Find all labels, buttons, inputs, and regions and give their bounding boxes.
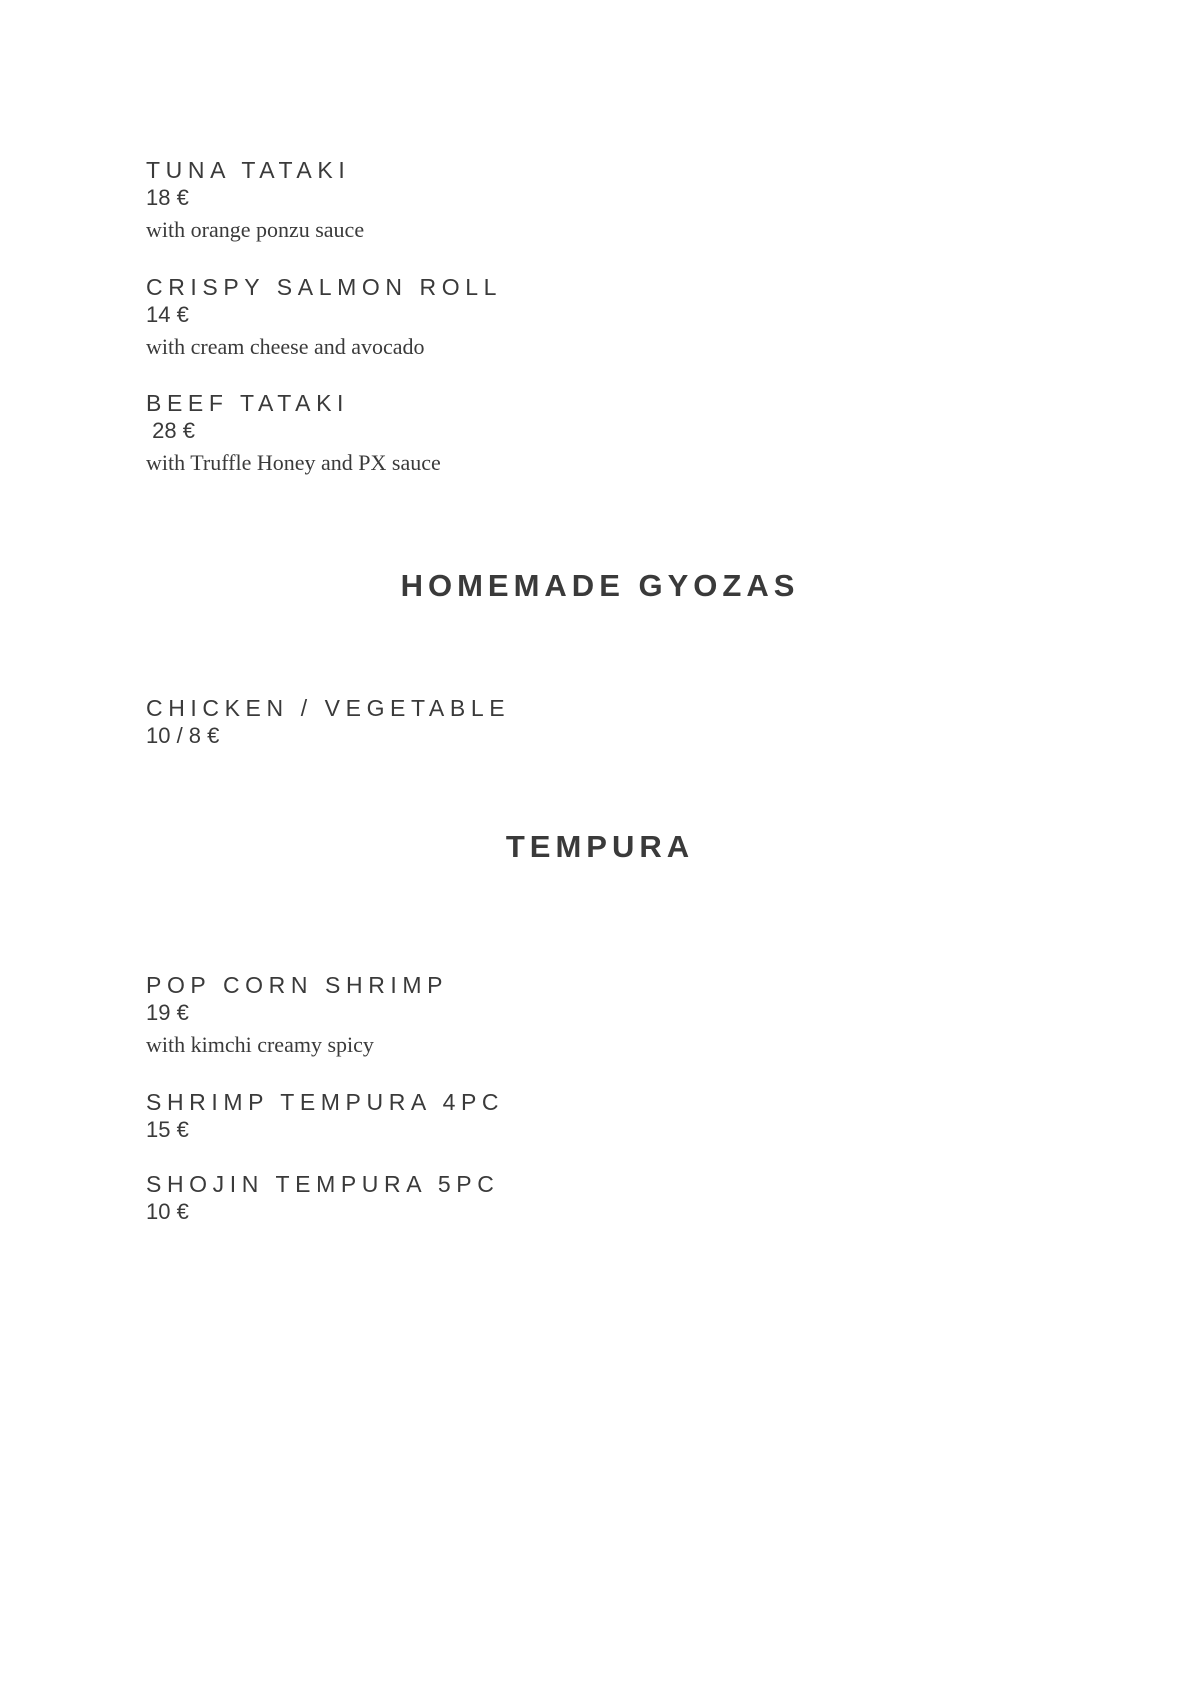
section-heading-gyozas: HOMEMADE GYOZAS [400, 568, 800, 603]
menu-item-price: 19 € [146, 1000, 189, 1025]
menu-item-price: 10 € [146, 1199, 189, 1224]
menu-item-description: with cream cheese and avocado [146, 334, 425, 359]
menu-item-name: SHRIMP TEMPURA 4PC [146, 1089, 505, 1115]
menu-item-name: BEEF TATAKI [146, 390, 350, 416]
menu-item-name: CRISPY SALMON ROLL [146, 274, 503, 300]
menu-item-description: with Truffle Honey and PX sauce [146, 450, 441, 475]
menu-item-pop-corn-shrimp [146, 971, 448, 1060]
menu-item-shojin-tempura [146, 1170, 499, 1226]
menu-item-name: CHICKEN / VEGETABLE [146, 695, 511, 721]
menu-item-beef-tataki [146, 389, 441, 478]
menu-item-name: TUNA TATAKI [146, 157, 351, 183]
menu-item-price: 15 € [146, 1117, 189, 1142]
menu-item-description: with orange ponzu sauce [146, 217, 365, 242]
menu-item-description: with kimchi creamy spicy [146, 1032, 374, 1057]
section-heading-tempura: TEMPURA [505, 829, 695, 864]
menu-item-tuna-tataki [146, 156, 364, 245]
menu-item-name: SHOJIN TEMPURA 5PC [146, 1171, 500, 1197]
menu-item-price: 18 € [146, 185, 189, 210]
menu-item-price: 28 € [146, 418, 195, 443]
menu-item-chicken-vegetable [146, 694, 510, 750]
menu-item-crispy-salmon-roll [146, 273, 502, 362]
menu-item-name: POP CORN SHRIMP [146, 972, 449, 998]
menu-item-price: 14 € [146, 302, 189, 327]
menu-item-shrimp-tempura [146, 1088, 504, 1144]
menu-item-price: 10 / 8 € [146, 723, 220, 748]
